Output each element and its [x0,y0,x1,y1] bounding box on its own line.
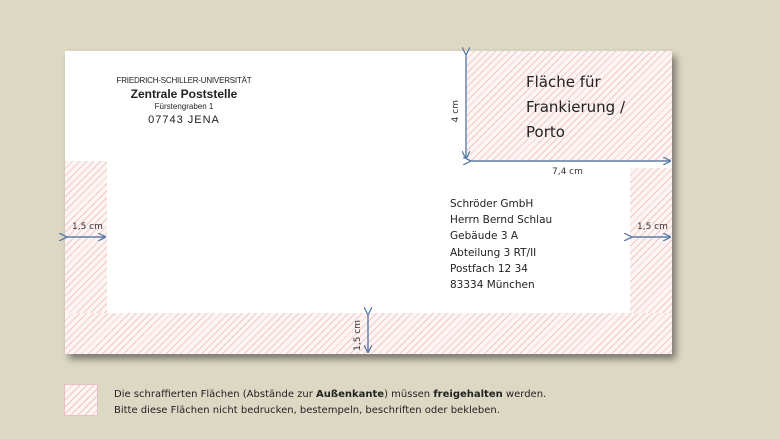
stamp-label-line2: Frankierung / [526,98,626,116]
sender-office: Zentrale Poststelle [130,87,238,101]
recipient-company: Schröder GmbH [450,198,534,210]
stamp-label-line1: Fläche für [526,73,601,91]
right-margin-label: 1,5 cm [637,222,668,232]
sender-city: 07743 JENA [148,114,220,126]
recipient-name: Herrn Bernd Schlau [450,214,553,227]
sender-street: Fürstengraben 1 [154,102,214,111]
stamp-width-label: 7,4 cm [552,167,583,177]
recipient-city: 83334 München [450,279,535,292]
legend-swatch [64,384,98,416]
sender-university: FRIEDRICH-SCHILLER-UNIVERSITÄT [116,76,252,85]
recipient-pobox: Postfach 12 34 [450,262,528,275]
stamp-height-label: 4 cm [451,100,461,123]
recipient-department: Abteilung 3 RT/II [450,246,537,259]
legend-text [114,387,546,419]
stamp-label-line3: Porto [526,123,565,141]
legend-line2: Bitte diese Flächen nicht bedrucken, bestempeln, beschriften oder bekleben. [114,405,500,416]
bottom-margin-label: 1,5 cm [353,320,363,351]
left-margin-label: 1,5 cm [72,222,103,232]
legend-line1: Die schraffierten Flächen (Abstände zur Außenkante) müssen freigehalten werden. [114,389,547,400]
recipient-building: Gebäude 3 A [450,230,519,243]
